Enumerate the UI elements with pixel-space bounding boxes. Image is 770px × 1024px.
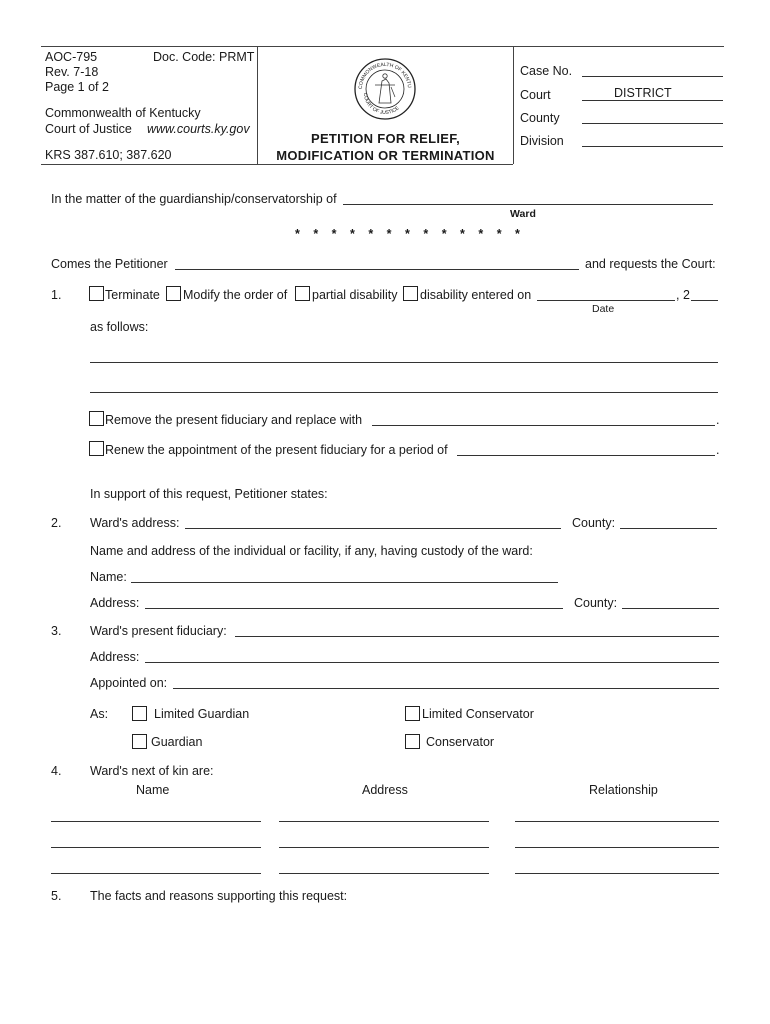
year-field[interactable] [691, 300, 718, 301]
as-follows-label: as follows: [90, 320, 149, 334]
form-number: AOC-795 [45, 50, 98, 64]
fiduciary-field[interactable] [235, 636, 719, 637]
ward-county-field[interactable] [620, 528, 717, 529]
disability-label: disability entered on [420, 288, 532, 302]
appointed-on-label: Appointed on: [90, 676, 168, 690]
commonwealth-label: Commonwealth of Kentucky [45, 106, 201, 120]
limited-conservator-label: Limited Conservator [422, 707, 534, 721]
as-label: As: [90, 707, 109, 721]
kin-address-field-1[interactable] [279, 821, 489, 822]
ward-county-label: County: [572, 516, 616, 530]
custody-label: Name and address of the individual or facility, if any, having custody of the ward: [90, 544, 533, 558]
conservator-checkbox[interactable] [405, 734, 420, 749]
kin-relationship-header: Relationship [589, 783, 658, 797]
header-bottom-rule [41, 164, 513, 165]
conservator-label: Conservator [426, 735, 495, 749]
kin-address-field-2[interactable] [279, 847, 489, 848]
page-number: Page 1 of 2 [45, 80, 109, 94]
division-field[interactable] [582, 146, 723, 147]
kin-name-header: Name [136, 783, 170, 797]
custody-county-field[interactable] [622, 608, 719, 609]
partial-disability-label: partial disability [312, 288, 398, 302]
county-field[interactable] [582, 123, 723, 124]
kin-relationship-field-1[interactable] [515, 821, 719, 822]
custody-name-field[interactable] [131, 582, 558, 583]
renewal-period-field[interactable] [457, 455, 715, 456]
support-statement: In support of this request, Petitioner states: [90, 487, 328, 501]
petitioner-name-field[interactable] [175, 269, 579, 270]
svg-text:COURT OF JUSTICE [362, 93, 401, 116]
kin-relationship-field-2[interactable] [515, 847, 719, 848]
partial-disability-checkbox[interactable] [295, 286, 310, 301]
disability-checkbox[interactable] [403, 286, 418, 301]
ward-address-field[interactable] [185, 528, 561, 529]
item4-number: 4. [51, 764, 62, 778]
form-title-line2: MODIFICATION OR TERMINATION [276, 148, 495, 163]
fiduciary-label: Ward's present fiduciary: [90, 624, 227, 638]
case-no-label: Case No. [520, 64, 573, 78]
custody-address-field[interactable] [145, 608, 563, 609]
county-label: County [520, 111, 560, 125]
matter-label: In the matter of the guardianship/conservatorship of [51, 192, 337, 206]
next-of-kin-label: Ward's next of kin are: [90, 764, 214, 778]
limited-conservator-checkbox[interactable] [405, 706, 420, 721]
facts-label: The facts and reasons supporting this request: [90, 889, 348, 903]
court-label: Court [520, 88, 551, 102]
doc-code: Doc. Code: PRMT [153, 50, 255, 64]
ward-address-label: Ward's address: [90, 516, 180, 530]
section-stars: * * * * * * * * * * * * * [295, 227, 525, 241]
as-follows-line-2[interactable] [90, 392, 718, 393]
custody-county-label: County: [574, 596, 618, 610]
custody-name-label: Name: [90, 570, 127, 584]
terminate-checkbox[interactable] [89, 286, 104, 301]
remove-period: . [716, 413, 720, 427]
kin-address-header: Address [362, 783, 408, 797]
remove-fiduciary-checkbox[interactable] [89, 411, 104, 426]
header-divider-left [257, 46, 258, 164]
court-field[interactable] [582, 100, 723, 101]
krs-reference: KRS 387.610; 387.620 [45, 148, 172, 162]
petitioner-label: Comes the Petitioner [51, 257, 168, 271]
terminate-label: Terminate [105, 288, 160, 302]
kin-address-field-3[interactable] [279, 873, 489, 874]
kin-name-field-3[interactable] [51, 873, 261, 874]
ward-name-field[interactable] [343, 204, 713, 205]
kin-name-field-1[interactable] [51, 821, 261, 822]
remove-fiduciary-label: Remove the present fiduciary and replace with [105, 413, 363, 427]
header-top-rule [41, 46, 724, 47]
renew-appointment-checkbox[interactable] [89, 441, 104, 456]
item3-number: 3. [51, 624, 62, 638]
appointed-on-field[interactable] [173, 688, 719, 689]
division-label: Division [520, 134, 564, 148]
modify-label: Modify the order of [183, 288, 288, 302]
date-caption: Date [592, 303, 615, 315]
guardian-checkbox[interactable] [132, 734, 147, 749]
custody-address-label: Address: [90, 596, 140, 610]
court-seal-icon [353, 57, 417, 121]
seal-top-text: COMMONWEALTH OF KENTU [357, 61, 413, 90]
court-of-justice-label: Court of Justice [45, 122, 132, 136]
ward-caption: Ward [510, 208, 536, 220]
kin-name-field-2[interactable] [51, 847, 261, 848]
renew-appointment-label: Renew the appointment of the present fiduciary for a period of [105, 443, 448, 457]
seal-bottom-text: COURT OF JUSTICE [361, 92, 401, 117]
guardian-label: Guardian [151, 735, 203, 749]
fiduciary-address-label: Address: [90, 650, 140, 664]
order-date-field[interactable] [537, 300, 675, 301]
limited-guardian-label: Limited Guardian [154, 707, 250, 721]
item1-number: 1. [51, 288, 62, 302]
item2-number: 2. [51, 516, 62, 530]
court-value: DISTRICT [614, 86, 672, 100]
form-title-line1: PETITION FOR RELIEF, [310, 131, 460, 146]
case-no-field[interactable] [582, 76, 723, 77]
kin-relationship-field-3[interactable] [515, 873, 719, 874]
revision: Rev. 7-18 [45, 65, 99, 79]
modify-checkbox[interactable] [166, 286, 181, 301]
website-link[interactable]: www.courts.ky.gov [147, 122, 250, 136]
year-prefix: , 2 [676, 288, 690, 302]
replacement-fiduciary-field[interactable] [372, 425, 715, 426]
fiduciary-address-field[interactable] [145, 662, 719, 663]
renew-period: . [716, 443, 720, 457]
petitioner-tail: and requests the Court: [585, 257, 716, 271]
item5-number: 5. [51, 889, 62, 903]
limited-guardian-checkbox[interactable] [132, 706, 147, 721]
header-divider-right [513, 46, 514, 164]
as-follows-line-1[interactable] [90, 362, 718, 363]
